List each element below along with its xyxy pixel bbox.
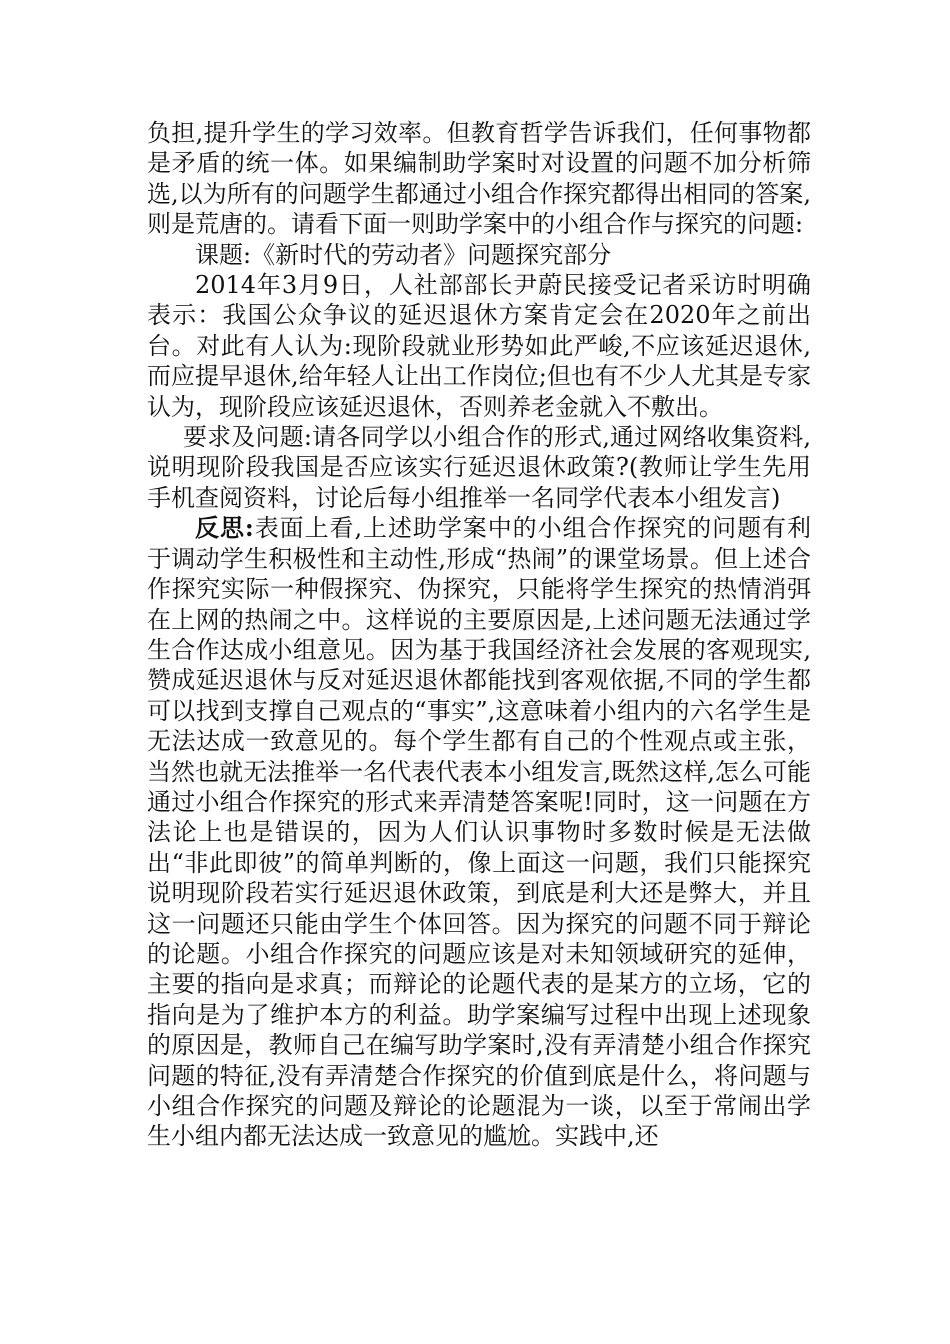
- paragraph-intro: 负担,提升学生的学习效率。但教育哲学告诉我们，任何事物都是矛盾的统一体。如果编制助学案时对设置的问题不加分析筛选,以为所有的问题学生都通过小组合作探究都得出相同的答案,则是荒唐的。请看下面一则助学案中的小组合作与探究的问题:: [147, 119, 811, 239]
- paragraph-requirements: 要求及问题:请各同学以小组合作的形式,通过网络收集资料,说明现阶段我国是否应该实行延迟退休政策?(教师让学生先用手机查阅资料，讨论后每小组推举一名同学代表本小组发言): [147, 423, 811, 512]
- paragraph-topic: 课题:《新时代的劳动者》问题探究部分: [195, 240, 612, 269]
- document-body: [147, 118, 811, 1152]
- paragraph-reflection: [147, 513, 811, 1152]
- reflection-label: 反思:: [195, 513, 254, 543]
- reflection-text: 表面上看,上述助学案中的小组合作探究的问题有利于调动学生积极性和主动性,形成“热闹”的课堂场景。但上述合作探究实际一种假探究、伪探究，只能将学生探究的热情消弭在上网的热闹之中。这样说的主要原因是,上述问题无法通过学生合作达成小组意见。因为基于我国经济社会发展的客观现实,赞成延迟退休与反对延迟退休都能找到客观依据,不同的学生都可以找到支撑自己观点的“事实”,这意味着小组内的六名学生是无法达成一致意见的。每个学生都有自己的个性观点或主张，当然也就无法推举一名代表代表本小组发言,既然这样,怎么可能通过小组合作探究的形式来弄清楚答案呢!同时，这一问题在方法论上也是错误的，因为人们认识事物时多数时候是无法做出“非此即彼”的简单判断的，像上面这一问题，我们只能探究说明现阶段若实行延迟退休政策，到底是利大还是弊大，并且这一问题还只能由学生个体回答。因为探究的问题不同于辩论的论题。小组合作探究的问题应该是对未知领域研究的延伸，主要的指向是求真；而辩论的论题代表的是某方的立场，它的指向是为了维护本方的利益。助学案编写过程中出现上述现象的原因是，教师自己在编写助学案时,没有弄清楚小组合作探究问题的特征,没有弄清楚合作探究的价值到底是什么，将问题与小组合作探究的问题及辩论的论题混为一谈，以至于常闹出学生小组内都无法达成一致意见的尴尬。实践中,还: [147, 514, 811, 1151]
- paragraph-case-material: 2014年3月9日，人社部部长尹蔚民接受记者采访时明确表示：我国公众争议的延迟退休方案肯定会在2020年之前出台。对此有人认为:现阶段就业形势如此严峻,不应该延迟退休,而应提早退休,给年轻人让出工作岗位;但也有不少人尤其是专家认为，现阶段应该延迟退休，否则养老金就入不敷出。: [147, 271, 811, 421]
